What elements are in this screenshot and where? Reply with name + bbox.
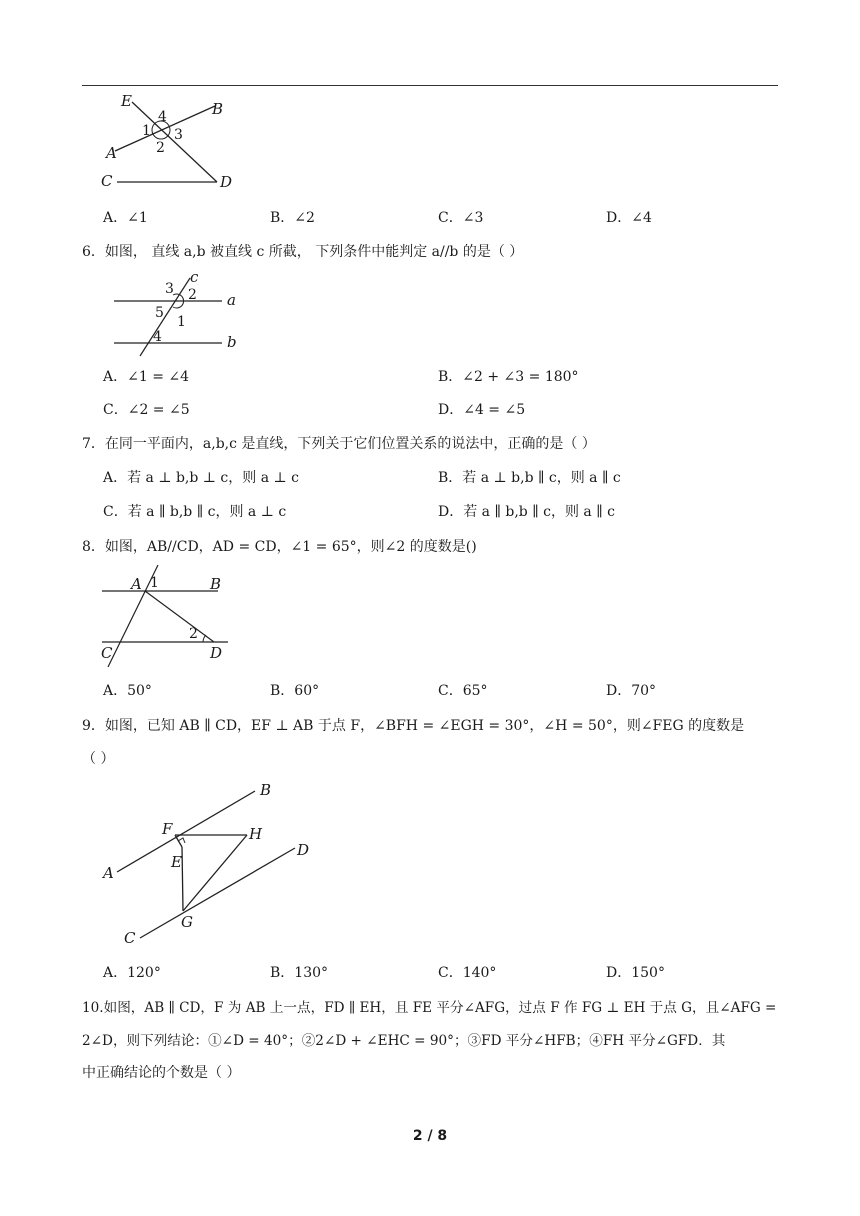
- q5-option-a[interactable]: A．∠1: [103, 210, 148, 226]
- q6-label-b: b: [227, 333, 237, 351]
- q5-label-d: D: [220, 173, 233, 191]
- q10-stem-line-3: 中正确结论的个数是（ ）: [82, 1065, 241, 1081]
- q9-label-g: G: [181, 913, 193, 931]
- q9-figure: [95, 775, 325, 950]
- q6-option-c[interactable]: C．∠2 = ∠5: [103, 402, 190, 418]
- q6-label-c: c: [190, 268, 199, 286]
- q9-label-h: H: [249, 825, 263, 843]
- q6-option-d[interactable]: D．∠4 = ∠5: [438, 402, 526, 418]
- q8-label-c: C: [101, 644, 113, 662]
- q6-angle-5: 5: [155, 305, 164, 321]
- page-number: 2 / 8: [412, 1128, 448, 1144]
- q9-label-d: D: [297, 841, 310, 859]
- q8-option-c[interactable]: C．65°: [438, 683, 488, 699]
- q5-angle-1: 1: [142, 123, 151, 139]
- q7-stem: 7．在同一平面内，a,b,c 是直线，下列关于它们位置关系的说法中，正确的是（ ）: [82, 436, 596, 452]
- q8-option-d[interactable]: D．70°: [606, 683, 657, 699]
- q8-label-d: D: [210, 644, 223, 662]
- q9-option-d[interactable]: D．150°: [606, 965, 665, 981]
- q7-option-d[interactable]: D．若 a ∥ b,b ∥ c，则 a ∥ c: [438, 504, 615, 520]
- q9-label-c: C: [124, 929, 136, 947]
- q8-angle-2: 2: [189, 626, 198, 642]
- q5-option-c[interactable]: C．∠3: [438, 210, 484, 226]
- q7-option-b[interactable]: B．若 a ⊥ b,b ∥ c，则 a ∥ c: [438, 470, 621, 486]
- q6-stem: 6．如图， 直线 a,b 被直线 c 所截， 下列条件中能判定 a//b 的是（ ）: [82, 244, 524, 260]
- q6-angle-4: 4: [153, 329, 162, 345]
- q9-option-c[interactable]: C．140°: [438, 965, 497, 981]
- q9-label-a: A: [103, 864, 114, 882]
- q5-label-e: E: [121, 92, 132, 110]
- q6-figure: [110, 268, 250, 358]
- q5-option-b[interactable]: B．∠2: [270, 210, 315, 226]
- q5-label-b: B: [212, 100, 224, 118]
- q8-stem: 8．如图，AB//CD，AD = CD，∠1 = 65°，则∠2 的度数是(): [82, 539, 477, 555]
- q8-option-b[interactable]: B．60°: [270, 683, 320, 699]
- q5-figure: [95, 90, 245, 195]
- q6-option-b[interactable]: B．∠2 + ∠3 = 180°: [438, 369, 579, 385]
- q6-angle-3: 3: [165, 281, 174, 297]
- q9-stem: 9．如图，已知 AB ∥ CD，EF ⊥ AB 于点 F，∠BFH = ∠EGH = 30°，∠H = 50°，则∠FEG 的度数是: [82, 718, 745, 734]
- q5-angle-3: 3: [174, 127, 183, 143]
- q9-label-f: F: [162, 820, 173, 838]
- q8-angle-1: 1: [150, 575, 159, 591]
- header-rule: [82, 85, 778, 86]
- q5-label-c: C: [101, 172, 113, 190]
- q9-label-e: E: [171, 853, 182, 871]
- q8-label-a: A: [131, 575, 142, 593]
- q10-stem-line-1: 10.如图，AB ∥ CD，F 为 AB 上一点，FD ∥ EH，且 FE 平分∠AFG，过点 F 作 FG ⊥ EH 于点 G，且∠AFG =: [82, 1000, 777, 1016]
- q5-angle-4: 4: [158, 109, 167, 125]
- q6-option-a[interactable]: A．∠1 = ∠4: [103, 369, 190, 385]
- q9-option-a[interactable]: A．120°: [103, 965, 161, 981]
- q8-label-b: B: [210, 575, 222, 593]
- q6-angle-2: 2: [188, 287, 197, 303]
- q7-option-a[interactable]: A．若 a ⊥ b,b ⊥ c，则 a ⊥ c: [103, 470, 299, 486]
- q9-stem-cont: （ ）: [82, 751, 115, 767]
- q5-angle-2: 2: [156, 140, 165, 156]
- q8-option-a[interactable]: A．50°: [103, 683, 152, 699]
- q6-angle-1: 1: [177, 314, 186, 330]
- q9-label-b: B: [260, 781, 272, 799]
- q8-figure: [98, 563, 238, 668]
- q6-label-a: a: [227, 291, 236, 309]
- q5-label-a: A: [106, 144, 117, 162]
- q10-stem-line-2: 2∠D，则下列结论：①∠D = 40°；②2∠D + ∠EHC = 90°；③FD 平分∠HFB；④FH 平分∠GFD．其: [82, 1033, 726, 1049]
- q5-option-d[interactable]: D．∠4: [606, 210, 652, 226]
- q7-option-c[interactable]: C．若 a ∥ b,b ∥ c，则 a ⊥ c: [103, 504, 287, 520]
- q9-option-b[interactable]: B．130°: [270, 965, 329, 981]
